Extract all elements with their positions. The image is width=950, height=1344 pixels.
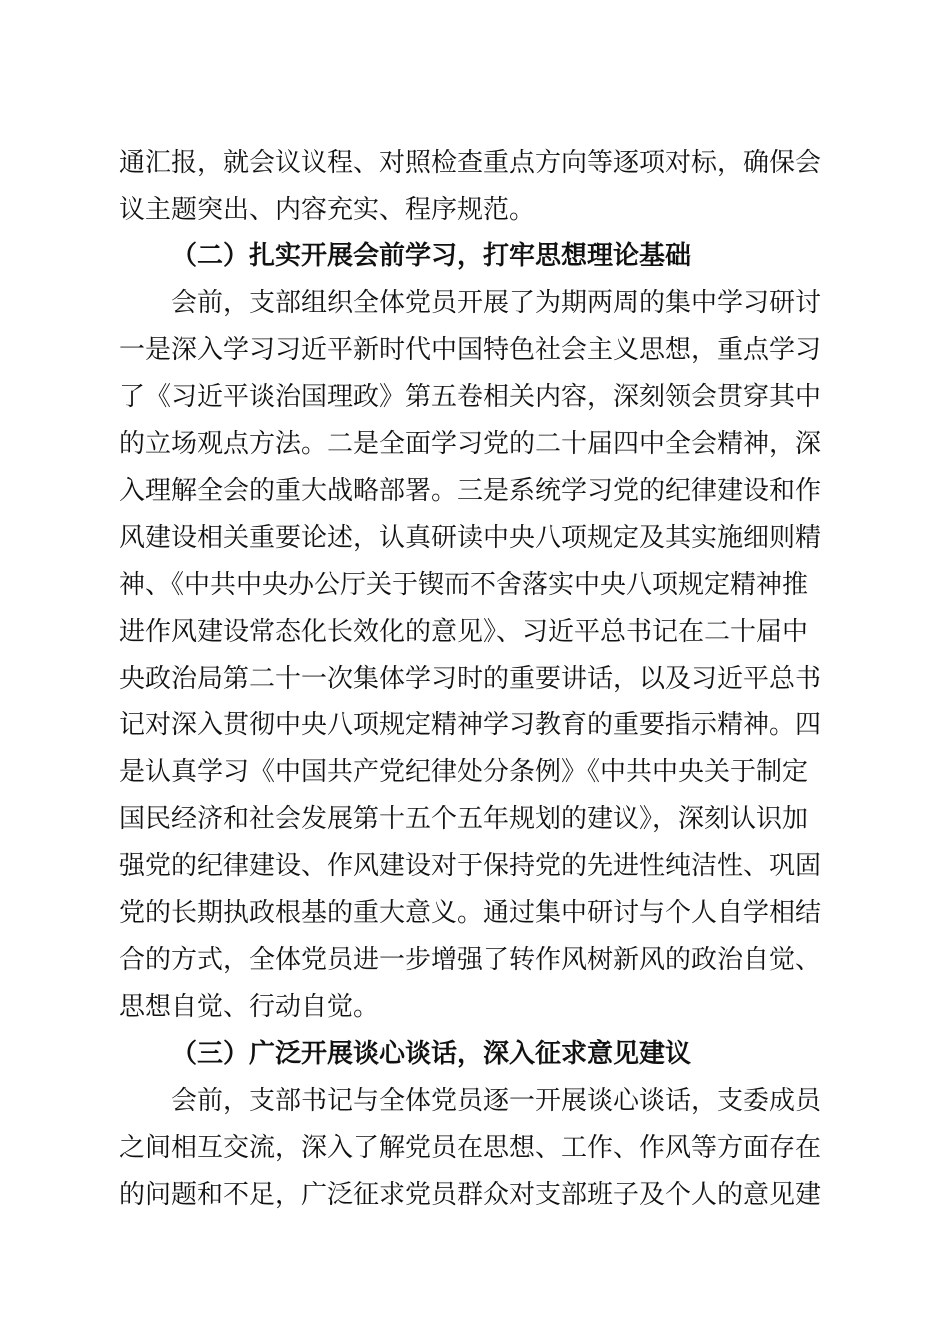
body-line-16: 强党的纪律建设、作风建设对于保持党的先进性纯洁性、巩固 — [119, 851, 822, 881]
body-line-11: 进作风建设常态化长效化的意见》、习近平总书记在二十届中 — [119, 617, 809, 647]
body-line-17: 党的长期执政根基的重大意义。通过集中研讨与个人自学相结 — [119, 898, 822, 928]
body-line-1: 通汇报，就会议议程、对照检查重点方向等逐项对标，确保会 — [119, 148, 822, 178]
body-line-5: 一是深入学习习近平新时代中国特色社会主义思想，重点学习 — [119, 335, 822, 365]
body-line-19: 思想自觉、行动自觉。 — [119, 992, 380, 1022]
body-line-15: 国民经济和社会发展第十五个五年规划的建议》，深刻认识加 — [119, 804, 809, 834]
body-line-21: 会前，支部书记与全体党员逐一开展谈心谈话，支委成员 — [171, 1086, 822, 1116]
body-line-18: 合的方式，全体党员进一步增强了转作风树新风的政治自觉、 — [119, 945, 822, 975]
body-line-4: 会前，支部组织全体党员开展了为期两周的集中学习研讨 — [171, 288, 822, 318]
body-line-9: 风建设相关重要论述，认真研读中央八项规定及其实施细则精 — [119, 523, 822, 553]
body-line-7: 的立场观点方法。二是全面学习党的二十届四中全会精神，深 — [119, 429, 822, 459]
body-line-13: 记对深入贯彻中央八项规定精神学习教育的重要指示精神。四 — [119, 710, 822, 740]
section-heading-2: （二）扎实开展会前学习，打牢思想理论基础 — [171, 241, 692, 271]
body-line-6: 了《习近平谈治国理政》第五卷相关内容，深刻领会贯穿其中 — [119, 382, 822, 412]
body-line-22: 之间相互交流，深入了解党员在思想、工作、作风等方面存在 — [119, 1133, 822, 1163]
section-heading-3: （三）广泛开展谈心谈话，深入征求意见建议 — [171, 1039, 692, 1069]
body-line-2: 议主题突出、内容充实、程序规范。 — [119, 195, 536, 225]
body-line-8: 入理解全会的重大战略部署。三是系统学习党的纪律建设和作 — [119, 476, 822, 506]
body-line-23: 的问题和不足，广泛征求党员群众对支部班子及个人的意见建 — [119, 1180, 822, 1210]
body-line-14: 是认真学习《中国共产党纪律处分条例》《中共中央关于制定 — [119, 757, 809, 787]
body-line-10: 神、《中共中央办公厅关于锲而不舍落实中央八项规定精神推 — [119, 570, 809, 600]
body-line-12: 央政治局第二十一次集体学习时的重要讲话，以及习近平总书 — [119, 664, 822, 694]
